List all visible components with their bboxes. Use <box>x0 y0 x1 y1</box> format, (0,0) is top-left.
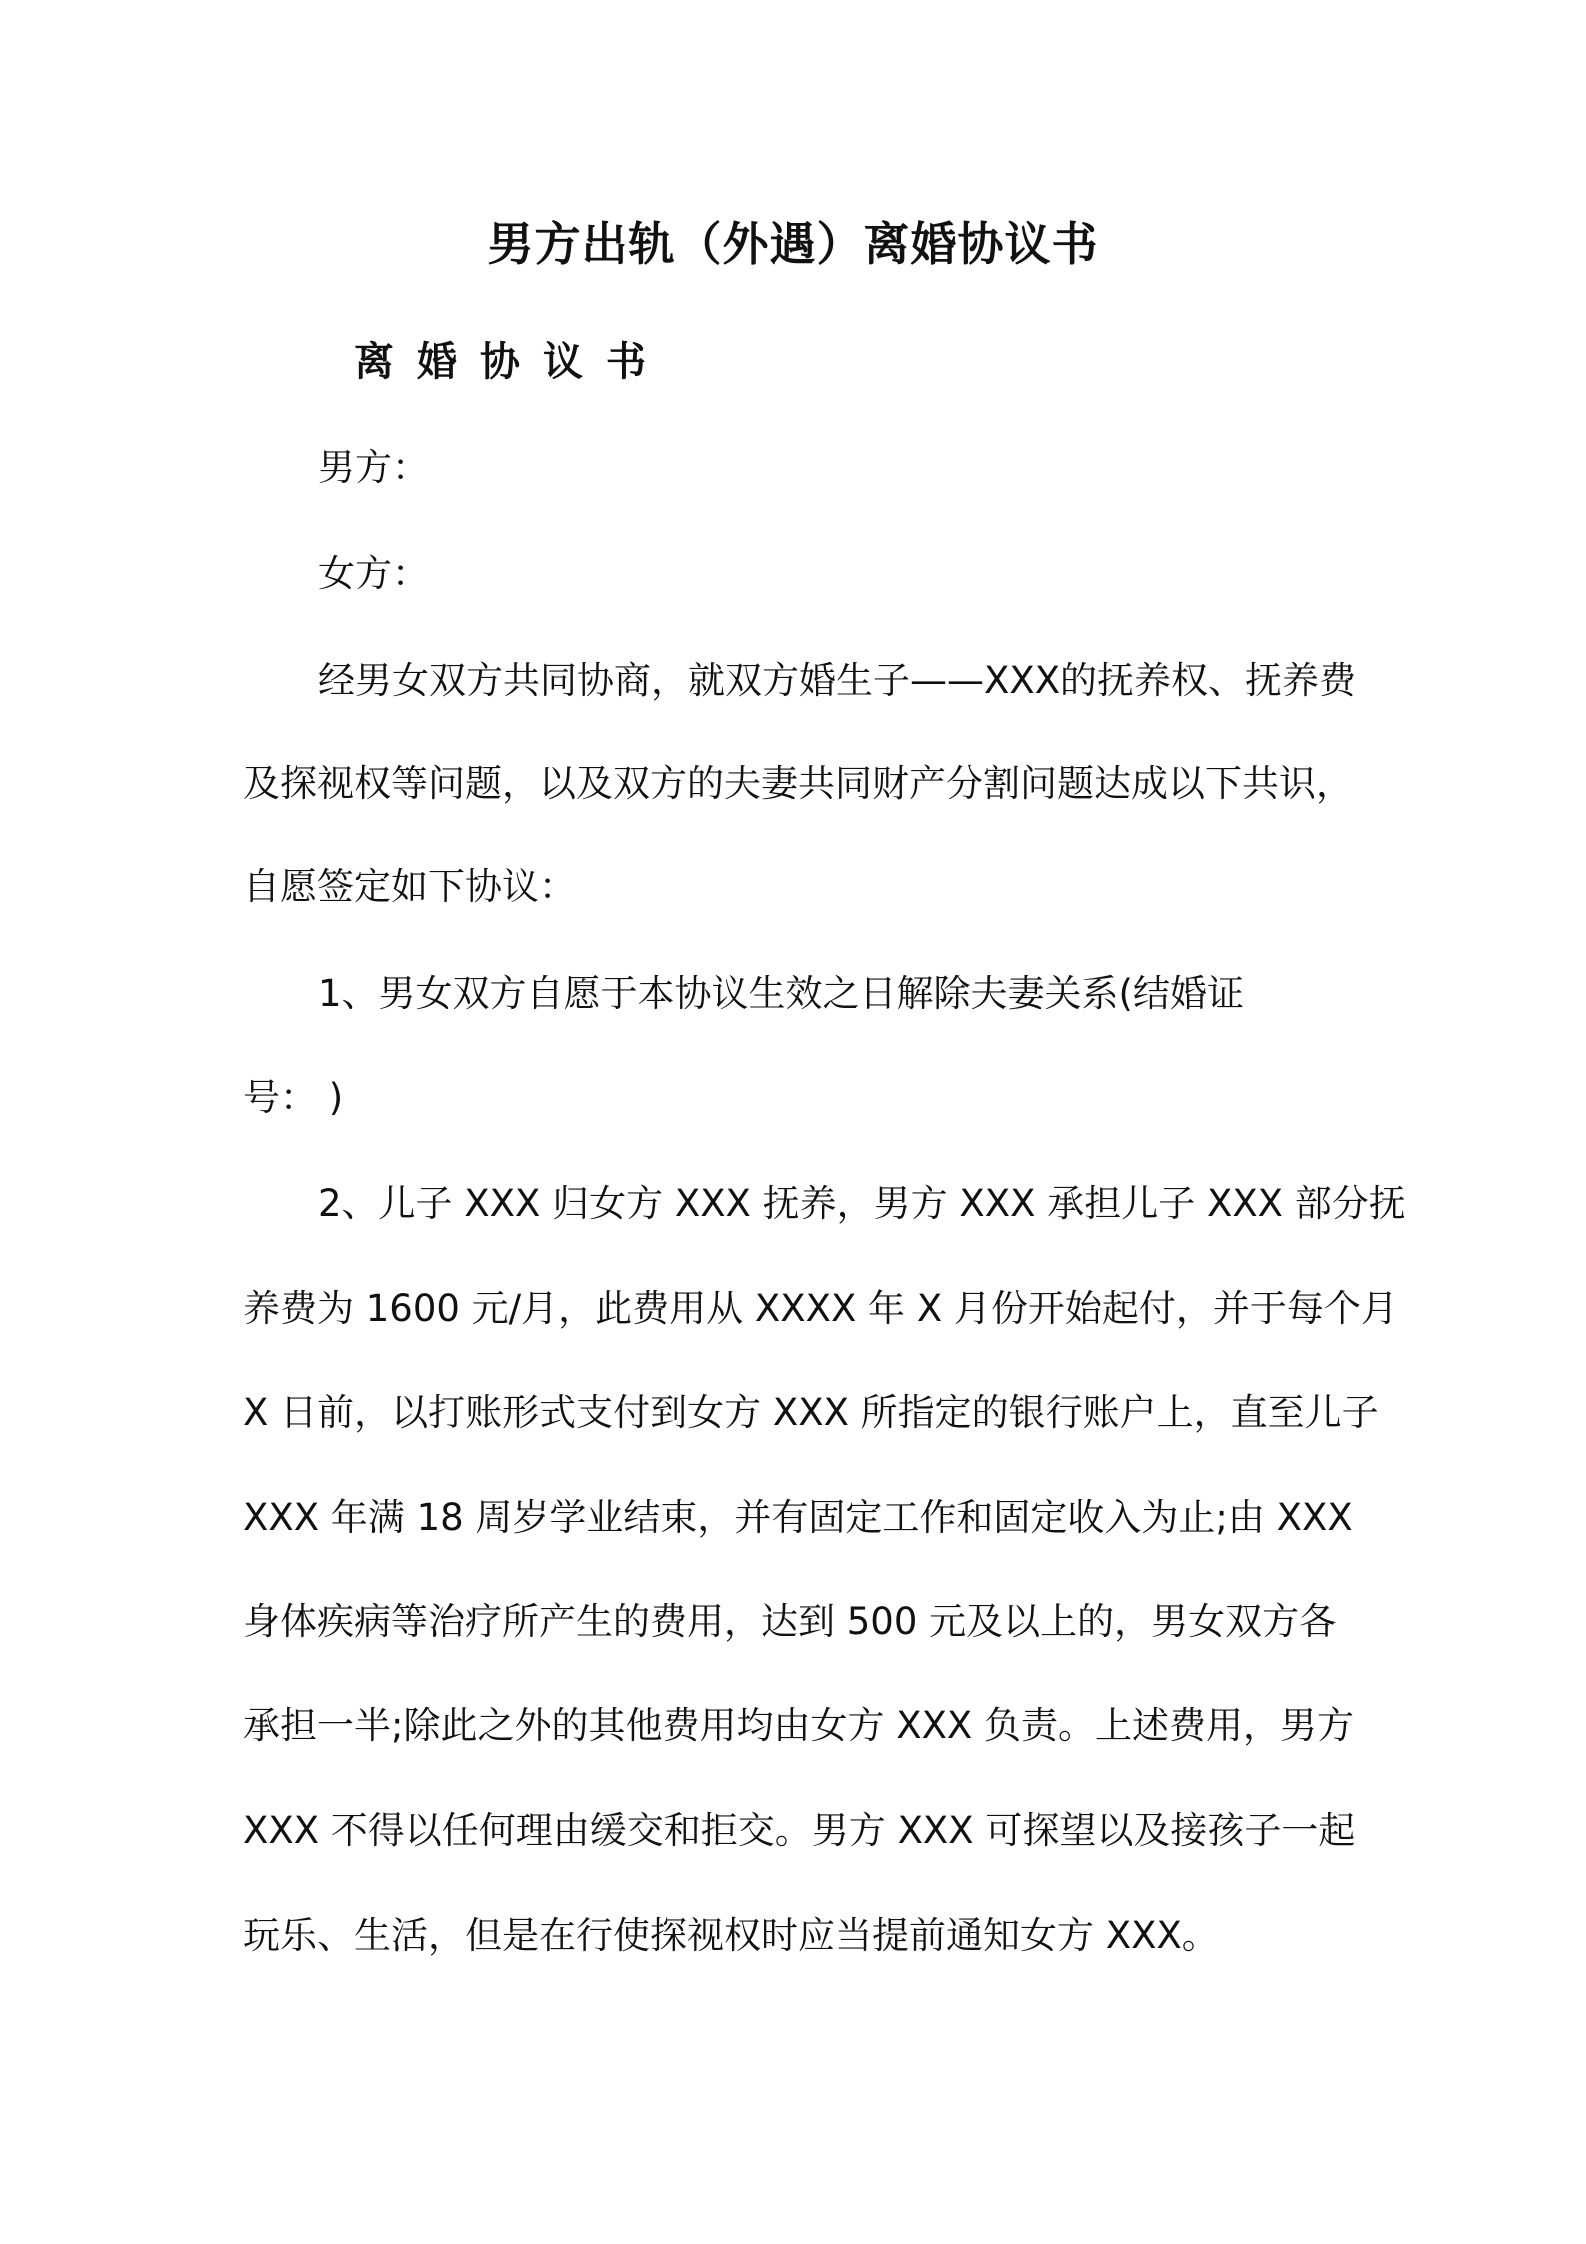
clause-1-line: 号： ) <box>243 1076 344 1119</box>
agreement-subtitle: 离婚协议书 <box>354 339 669 385</box>
intro-line: 自愿签定如下协议： <box>243 865 576 908</box>
clause-2-line: 身体疾病等治疗所产生的费用，达到 500 元及以上的，男女双方各 <box>243 1600 1337 1643</box>
wife-label: 女方： <box>318 552 429 595</box>
intro-line: 经男女双方共同协商，就双方婚生子——XXX的抚养权、抚养费 <box>318 659 1357 702</box>
clause-2-line: 玩乐、生活，但是在行使探视权时应当提前通知女方 XXX。 <box>243 1914 1219 1957</box>
clause-2-line: 养费为 1600 元/月，此费用从 XXXX 年 X 月份开始起付，并于每个月 <box>243 1287 1398 1330</box>
clause-1-line: 1、男女双方自愿于本协议生效之日解除夫妻关系(结婚证 <box>318 972 1244 1015</box>
clause-2-line: 2、儿子 XXX 归女方 XXX 抚养，男方 XXX 承担儿子 XXX 部分抚 <box>318 1182 1406 1225</box>
clause-2-line: 承担一半;除此之外的其他费用均由女方 XXX 负责。上述费用，男方 <box>243 1704 1355 1747</box>
intro-line: 及探视权等问题，以及双方的夫妻共同财产分割问题达成以下共识， <box>243 762 1353 805</box>
clause-2-line: X 日前，以打账形式支付到女方 XXX 所指定的银行账户上，直至儿子 <box>243 1391 1379 1434</box>
clause-2-line: XXX 年满 18 周岁学业结束，并有固定工作和固定收入为止;由 XXX <box>243 1496 1353 1539</box>
husband-label: 男方： <box>318 446 429 489</box>
document-title: 男方出轨（外遇）离婚协议书 <box>487 217 1099 271</box>
clause-2-line: XXX 不得以任何理由缓交和拒交。男方 XXX 可探望以及接孩子一起 <box>243 1809 1356 1852</box>
